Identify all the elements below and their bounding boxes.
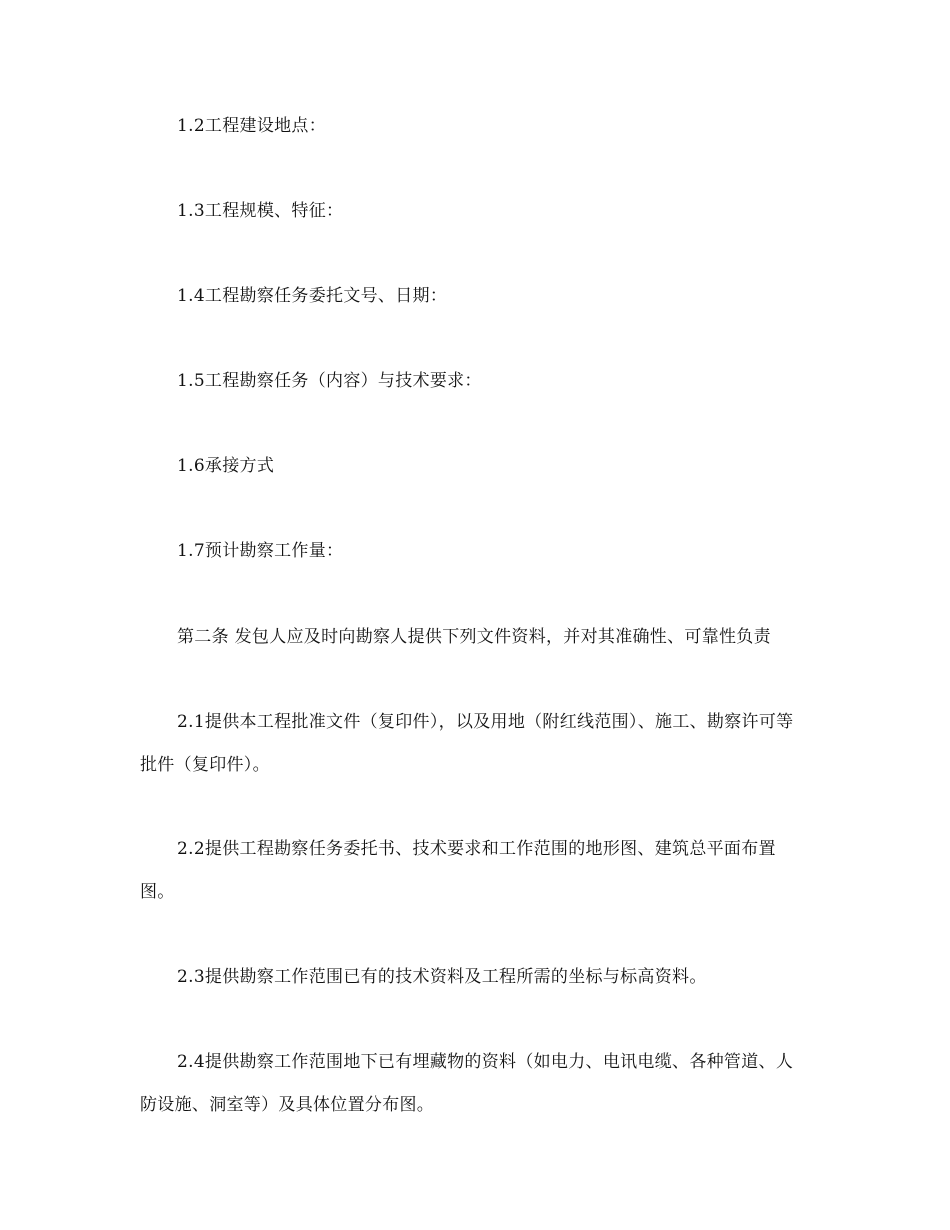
clause-1-7: 1.7预计勘察工作量： [177, 541, 344, 561]
clause-2-4-line-1: 2.4提供勘察工作范围地下已有埋藏物的资料（如电力、电讯电缆、各种管道、人 [177, 1052, 794, 1072]
clause-2-2-line-2: 图。 [140, 882, 175, 902]
clause-1-6: 1.6承接方式 [177, 456, 275, 476]
clause-1-4: 1.4工程勘察任务委托文号、日期： [177, 286, 448, 306]
clause-1-5: 1.5工程勘察任务（内容）与技术要求： [177, 371, 482, 391]
article-2-heading: 第二条 发包人应及时向勘察人提供下列文件资料，并对其准确性、可靠性负责 [177, 627, 771, 647]
clause-2-1-line-2: 批件（复印件）。 [140, 755, 270, 775]
clause-1-2: 1.2工程建设地点： [177, 116, 327, 136]
clause-2-3: 2.3提供勘察工作范围已有的技术资料及工程所需的坐标与标高资料。 [177, 967, 707, 987]
clause-2-1-line-1: 2.1提供本工程批准文件（复印件），以及用地（附红线范围）、施工、勘察许可等 [177, 712, 794, 732]
clause-1-3: 1.3工程规模、特征： [177, 201, 344, 221]
clause-2-2-line-1: 2.2提供工程勘察任务委托书、技术要求和工作范围的地形图、建筑总平面布置 [177, 839, 776, 859]
clause-2-4-line-2: 防设施、洞室等）及具体位置分布图。 [140, 1095, 435, 1115]
